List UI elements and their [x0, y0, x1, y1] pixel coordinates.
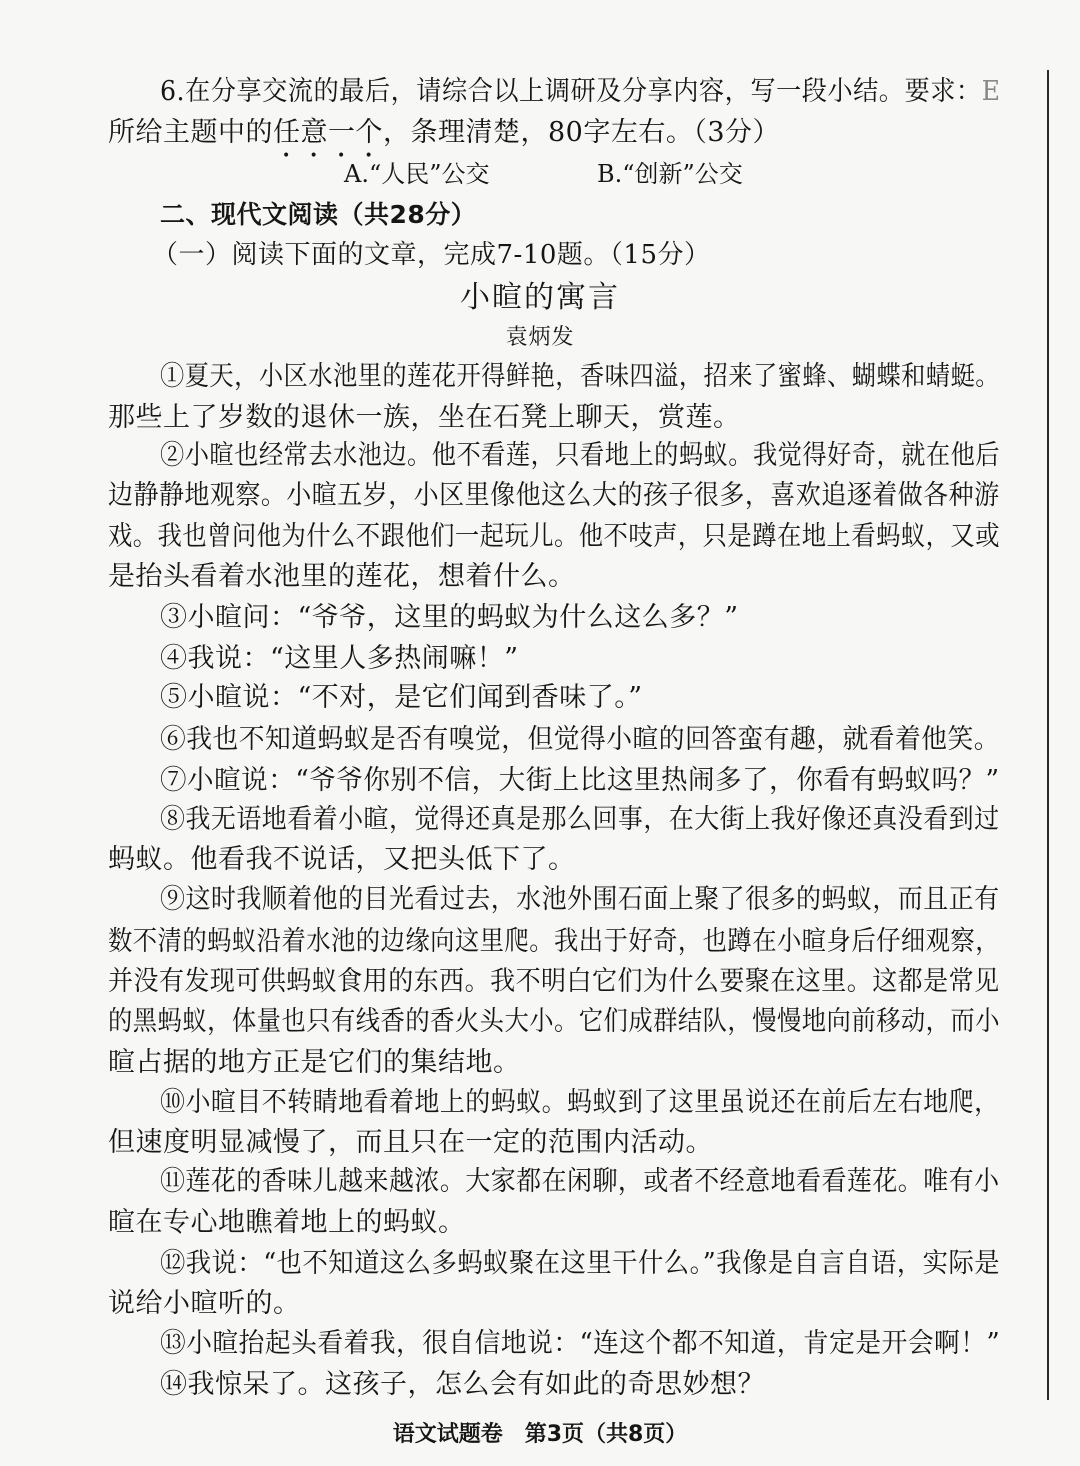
- article-title: 小暄的寓言: [460, 280, 620, 315]
- article-author: 袁炳发: [505, 325, 575, 350]
- article-line: ⑥我也不知道蚂蚁是否有嗅觉，但觉得小暄的回答蛮有趣，就看着他笑。: [160, 724, 1000, 755]
- article-line: 蚂蚁。他看我不说话，又把头低下了。: [108, 844, 576, 875]
- article-line: 的黑蚂蚁，体量也只有线香的香火头大小。它们成群结队，慢慢地向前移动，而小: [108, 1006, 1000, 1037]
- article-line: ⑨这时我顺着他的目光看过去，水池外围石面上聚了很多的蚂蚁，而且正有: [160, 884, 1000, 915]
- article-line: 戏。我也曾问他为什么不跟他们一起玩儿。他不吱声，只是蹲在地上看蚂蚁，又或: [108, 521, 1000, 552]
- article-line: ⑫我说：“也不知道这么多蚂蚁聚在这里干什么。”我像是自言自语，实际是: [160, 1248, 1001, 1279]
- section2-heading: 二、现代文阅读（共28分）: [160, 200, 477, 229]
- article-line: ⑬小暄抬起头看着我，很自信地说：“连这个都不知道，肯定是开会啊！”: [160, 1328, 1001, 1359]
- option-a: A.“人民”公交: [344, 160, 490, 188]
- article-line: 并没有发现可供蚂蚁食用的东西。我不明白它们为什么要聚在这里。这都是常见: [108, 966, 1000, 997]
- question6-options: [0, 154, 1080, 194]
- page-edge-line: [1047, 70, 1049, 1400]
- article-line: 数不清的蚂蚁沿着水池的边缘向这里爬。我出于好奇，也蹲在小暄身后仔细观察，: [108, 926, 1000, 957]
- article-line: 但速度明显减慢了，而且只在一定的范围内活动。: [108, 1127, 713, 1158]
- article-line: ⑦小暄说：“爷爷你别不信，大街上比这里热闹多了，你看有蚂蚁吗？”: [160, 765, 1000, 796]
- question6-emphasis-text: 任意一个: [273, 117, 383, 148]
- page-footer: 语文试题卷 第3页（共8页）: [392, 1422, 688, 1447]
- article-line: 暄占据的地方正是它们的集结地。: [108, 1047, 521, 1078]
- article-line: ③小暄问：“爷爷，这里的蚂蚁为什么这么多？”: [160, 602, 739, 633]
- article-line: 是抬头看着水池里的莲花，想着什么。: [108, 561, 576, 592]
- article-line: ⑩小暄目不转睛地看着地上的蚂蚁。蚂蚁到了这里虽说还在前后左右地爬，: [160, 1087, 1000, 1118]
- article-line: ①夏天，小区水池里的莲花开得鲜艳，香味四溢，招来了蜜蜂、蝴蝶和蜻蜓。: [160, 361, 1001, 392]
- article-line: 那些上了岁数的退休一族，坐在石凳上聊天，赏莲。: [108, 402, 741, 433]
- article-line: ②小暄也经常去水池边。他不看莲，只看地上的蚂蚁。我觉得好奇，就在他后: [160, 440, 1001, 471]
- question6-line2-post: ，条理清楚，80字左右。（3分）: [383, 117, 781, 148]
- article-line: ④我说：“这里人多热闹嘛！”: [160, 643, 519, 674]
- article-line: ⑪莲花的香味儿越来越浓。大家都在闲聊，或者不经意地看看莲花。唯有小: [160, 1166, 1000, 1197]
- question6-line1-cut: E: [981, 76, 1001, 107]
- question6-line1: [160, 72, 1000, 112]
- article-line: ⑭我惊呆了。这孩子，怎么会有如此的奇思妙想？: [160, 1369, 765, 1400]
- article-line: 暄在专心地瞧着地上的蚂蚁。: [108, 1207, 466, 1238]
- question6-line1-text: 6.在分享交流的最后，请综合以上调研及分享内容，写一段小结。要求：: [160, 76, 982, 107]
- option-b: B.“创新”公交: [597, 160, 743, 188]
- question6-line2-pre: 所给主题中的: [108, 117, 273, 148]
- article-line: 边静静地观察。小暄五岁，小区里像他这么大的孩子很多，喜欢追逐着做各种游: [108, 480, 1000, 511]
- article-line: ⑤小暄说：“不对，是它们闻到香味了。”: [160, 682, 643, 713]
- section2-sub-heading: （一）阅读下面的文章，完成7-10题。（15分）: [152, 240, 711, 270]
- article-line: ⑧我无语地看着小暄，觉得还真是那么回事，在大街上我好像还真没看到过: [160, 804, 1000, 835]
- article-line: 说给小暄听的。: [108, 1288, 301, 1319]
